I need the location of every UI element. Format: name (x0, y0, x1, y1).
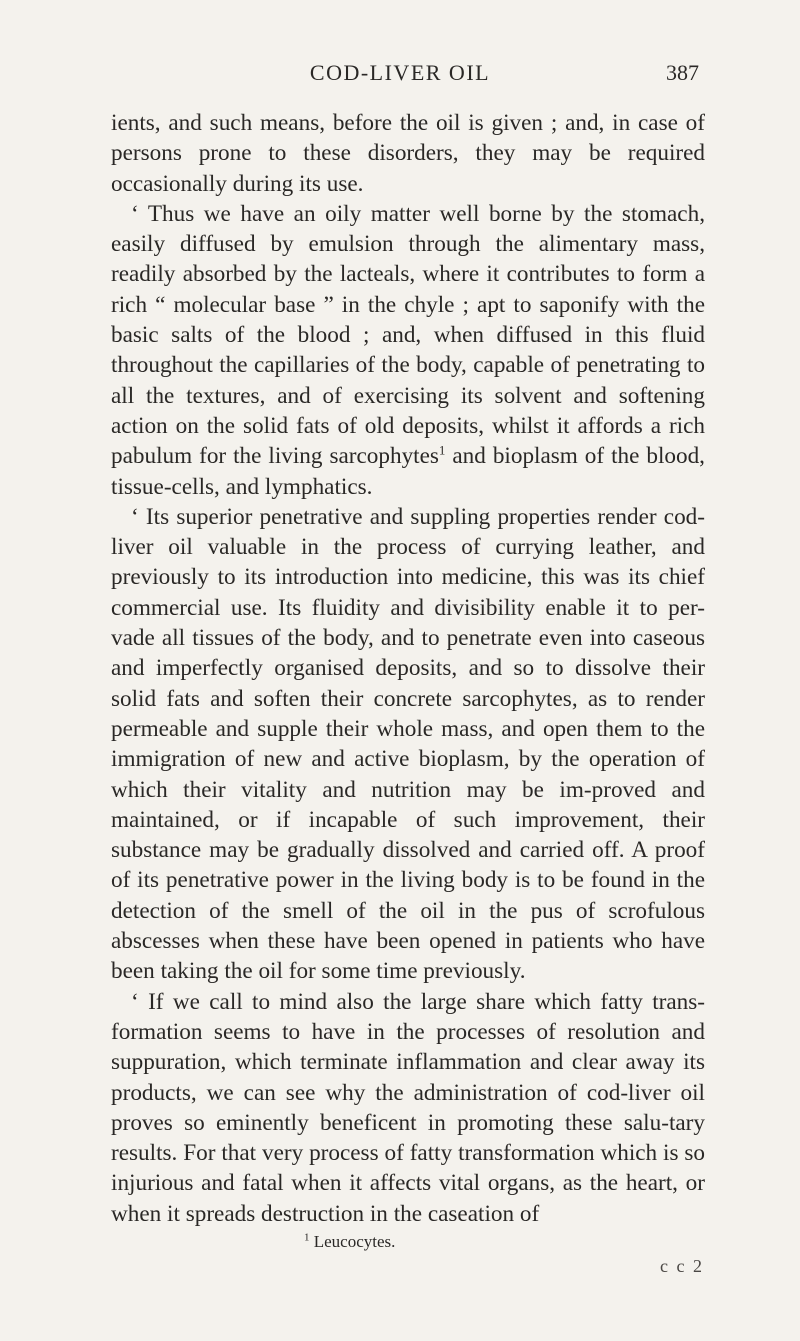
paragraph-2 (111, 199, 705, 502)
paragraph-2-continuation: and bioplasm of the blood, tissue-cells, and lymphatics. (111, 443, 705, 500)
footnote (304, 1232, 395, 1252)
running-head-title: COD-LIVER OIL (309, 60, 491, 85)
signature-mark: c c 2 (660, 1256, 704, 1276)
page-number: 387 (666, 60, 699, 85)
footnote-marker: 1 (304, 1231, 310, 1244)
body-text (111, 108, 705, 1229)
running-head (0, 58, 800, 88)
footnote-text: Leucocytes. (313, 1232, 396, 1251)
paragraph-2-text: ‘ Thus we have an oily matter well borne by the stomach, easily diffused by emulsion through the alimentary mass, readily absorbed by the lacteals, where it contributes to form a rich “ molecular base ” in the chyle ; apt to saponify with the basic salts of the blood ; and, when diffused in this fluid throughout the capillaries of the body, capable of penetrating to all the textures, and of exercising its solvent and softening action on the solid fats of old deposits, whilst it affords a rich pabulum for the living sarcophytes (111, 200, 705, 470)
paragraph-4: ‘ If we call to mind also the large share which fatty trans-formation seems to have in the processes of resolution and suppuration, which terminate inflammation and clear away its products, we can see why the administration of cod-liver oil proves so eminently beneficent in promoting these salu-tary results. For that very process of fatty transformation which is so injurious and fatal when it affects vital organs, as the heart, or when it spreads destruction in the caseation of (111, 988, 705, 1227)
paragraph-1: ients, and such means, before the oil is given ; and, in case of persons prone to these disorders, they may be required occasionally during its use. (111, 110, 705, 197)
paragraph-3: ‘ Its superior penetrative and suppling properties render cod-liver oil valuable in the process of currying leather, and previously to its introduction into medicine, this was its chief commercial use. Its fluidity and divisibility enable it to per-vade all tissues of the body, and to penetrate even into caseous and imperfectly organised deposits, and so to dissolve their solid fats and soften their concrete sarcophytes, as to render permeable and supple their whole mass, and open them to the immigration of new and active bioplasm, by the operation of which their vitality and nutrition may be im-proved and maintained, or if incapable of such improvement, their substance may be gradually dissolved and carried off. A proof of its penetrative power in the living body is to be found in the detection of the smell of the oil in the pus of scrofulous abscesses when these have been opened in patients who have been taking the oil for some time previously. (111, 503, 705, 985)
footnote-reference: 1 (438, 442, 446, 458)
